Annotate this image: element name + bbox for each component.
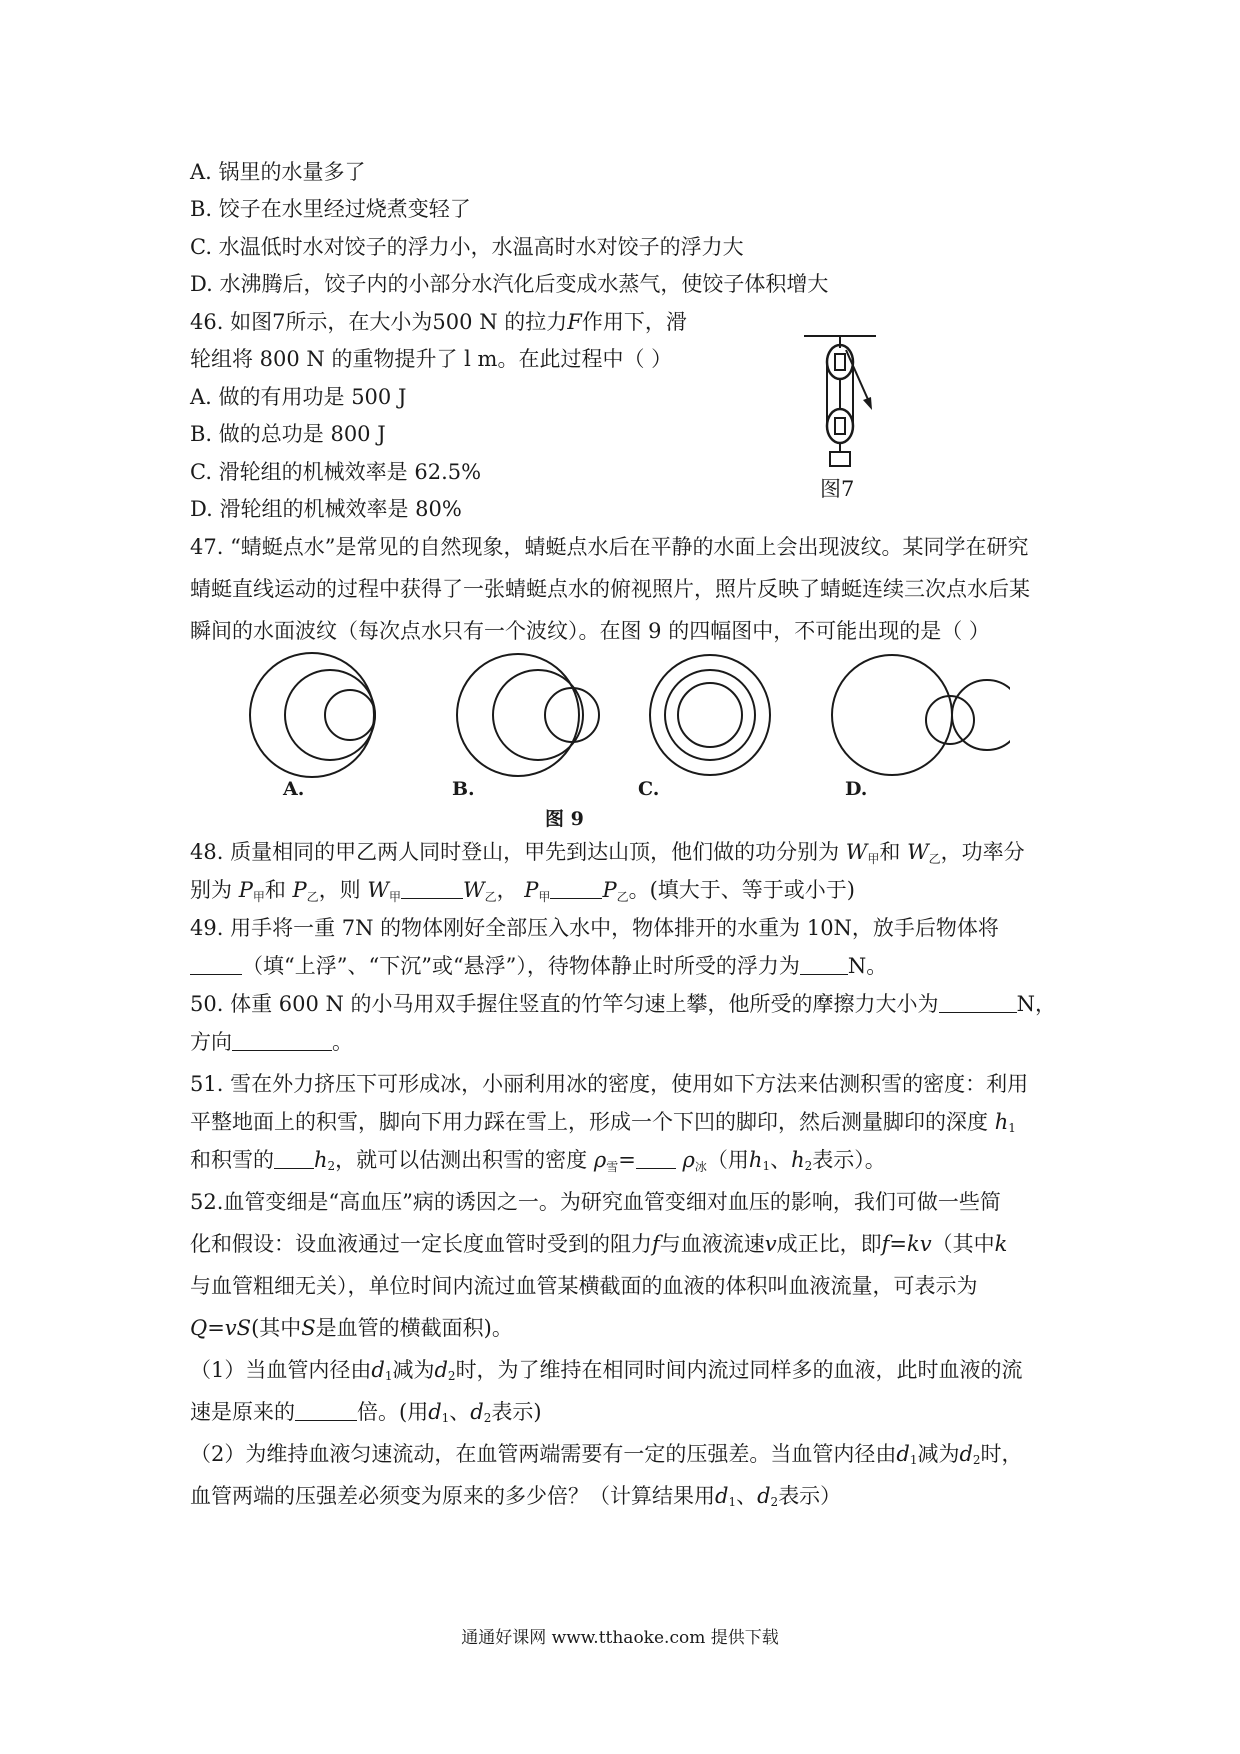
q49-blank-1[interactable]	[190, 954, 242, 975]
q48-blank-2[interactable]	[550, 878, 602, 899]
figure-9-label-a: A.	[283, 778, 305, 800]
ripple-figure-9-d-small	[920, 690, 980, 750]
q51-blank-1[interactable]	[274, 1148, 314, 1169]
q52-line1: 52.血管变细是“高血压”病的诱因之一。为研究血管变细对血压的影响，我们可做一些简	[190, 1190, 1001, 1214]
q49-line2: （填“上浮”、“下沉”或“悬浮”），待物体静止时所受的浮力为 N。	[190, 952, 887, 980]
q48-blank-1[interactable]	[401, 878, 463, 899]
q49-line1: 49. 用手将一重 7N 的物体刚好全部压入水中，物体排开的水重为 10N，放手后物体将	[190, 916, 999, 940]
ripple-c-large	[650, 655, 770, 775]
ripple-a-medium	[285, 670, 375, 760]
q45-option-c: C. 水温低时水对饺子的浮力小，水温高时水对饺子的浮力大	[190, 235, 744, 259]
q48-line2: 别为 $P_甲$和 $P_乙$，则 $W_甲$ $W_乙$， $P_甲$ $P_乙$。(填大于、等于或小于)	[190, 878, 855, 904]
q52-line4: Q=vS(其中S是血管的横截面积)。	[190, 1316, 513, 1340]
figure-9-label-b: B.	[452, 778, 475, 800]
q51-line1: 51. 雪在外力挤压下可形成冰，小丽利用冰的密度，使用如下方法来估测积雪的密度：利用	[190, 1072, 1029, 1096]
q45-option-b: B. 饺子在水里经过烧煮变轻了	[190, 197, 471, 221]
ripple-a-large	[250, 653, 374, 777]
q52-blank-1[interactable]	[295, 1400, 357, 1421]
q47-stem-line2: 蜻蜓直线运动的过程中获得了一张蜻蜓点水的俯视照片，照片反映了蜻蜓连续三次点水后某	[190, 577, 1030, 601]
figure-9-label-d: D.	[845, 778, 868, 800]
q50-line1: 50. 体重 600 N 的小马用双手握住竖直的竹竿匀速上攀，他所受的摩擦力大小为 N，	[190, 992, 1056, 1016]
q52-part1-line2: 速是原来的 倍。(用d1、d2表示)	[190, 1400, 542, 1425]
q46-option-b: B. 做的总功是 800 J	[190, 422, 386, 446]
q52-part2-line1: （2）为维持血液匀速流动，在血管两端需要有一定的压强差。当血管内径由d1减为d2时，	[190, 1442, 1023, 1467]
q52-part2-line2: 血管两端的压强差必须变为原来的多少倍？（计算结果用d1、d2表示）	[190, 1484, 842, 1509]
q52-line2: 化和假设：设血液通过一定长度血管时受到的阻力f与血液流速v成正比，即f=kv（其中k	[190, 1232, 1008, 1256]
q46-option-d: D. 滑轮组的机械效率是 80%	[190, 497, 462, 521]
figure-7-caption: 图7	[820, 477, 855, 501]
q47-stem-line1: 47. “蜻蜓点水”是常见的自然现象，蜻蜓点水后在平静的水面上会出现波纹。某同学在研究	[190, 535, 1029, 559]
q52-part1-line1: （1）当血管内径由d1减为d2时，为了维持在相同时间内流过同样多的血液，此时血液的流	[190, 1358, 1023, 1383]
figure-9-label-c: C.	[638, 778, 660, 800]
ripple-a-small	[325, 690, 375, 740]
ripple-b-medium	[493, 670, 583, 760]
q51-line2: 平整地面上的积雪，脚向下用力踩在雪上，形成一个下凹的脚印，然后测量脚印的深度 h1	[190, 1110, 1016, 1135]
q50-blank-1[interactable]	[939, 992, 1017, 1013]
q51-line3: 和积雪的 h2，就可以估测出积雪的密度 $\rho_雪= \rho_冰$（用h1、h2表示）。	[190, 1148, 886, 1174]
force-symbol: F	[567, 310, 582, 334]
ripple-figure-9	[230, 650, 1010, 790]
ripple-b-small	[545, 688, 599, 742]
q45-option-a: A. 锅里的水量多了	[190, 160, 366, 184]
q47-stem-line3: 瞬间的水面波纹（每次点水只有一个波纹）。在图 9 的四幅图中，不可能出现的是（ ）	[190, 619, 990, 643]
q45-option-d: D. 水沸腾后，饺子内的小部分水汽化后变成水蒸气，使饺子体积增大	[190, 272, 829, 296]
q46-option-a: A. 做的有用功是 500 J	[190, 385, 407, 409]
q49-blank-2[interactable]	[800, 954, 848, 975]
q50-line2: 方向 。	[190, 1030, 353, 1054]
q51-blank-2[interactable]	[636, 1148, 676, 1169]
ripple-c-small	[678, 683, 742, 747]
q46-stem-line1: 46. 如图7所示，在大小为500 N 的拉力F作用下，滑	[190, 310, 687, 334]
q46-option-c: C. 滑轮组的机械效率是 62.5%	[190, 460, 482, 484]
ripple-b-large	[457, 654, 579, 776]
q46-stem-line2: 轮组将 800 N 的重物提升了 l m。在此过程中（ ）	[190, 347, 673, 371]
q50-blank-2[interactable]	[232, 1030, 332, 1051]
q52-line3: 与血管粗细无关），单位时间内流过血管某横截面的血液的体积叫血液流量，可表示为	[190, 1274, 978, 1298]
q48-line1: 48. 质量相同的甲乙两人同时登山，甲先到达山顶，他们做的功分别为 $W_甲$和 $W_乙$，功率分	[190, 840, 1025, 866]
pulley-figure-7	[800, 330, 890, 470]
page-footer: 通通好课网 www.tthaoke.com 提供下载	[461, 1628, 779, 1648]
figure-9-caption: 图 9	[545, 808, 584, 830]
